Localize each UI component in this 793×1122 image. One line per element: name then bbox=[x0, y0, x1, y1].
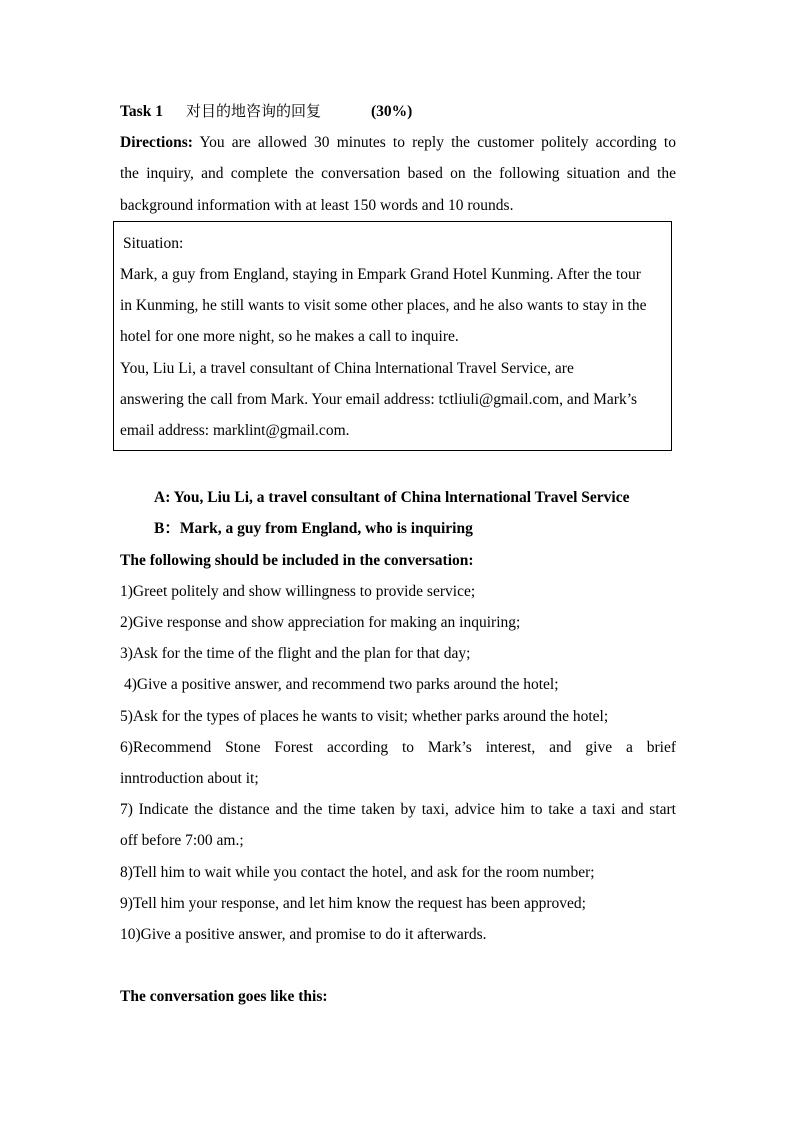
requirement-item-6-line-2: inntroduction about it; bbox=[120, 769, 259, 787]
spacer bbox=[120, 950, 676, 981]
task-weight: (30%) bbox=[371, 103, 413, 120]
requirement-item-10: 10)Give a positive answer, and promise to do it afterwards. bbox=[120, 925, 487, 943]
situation-line: hotel for one more night, so he makes a call to inquire. bbox=[120, 328, 459, 346]
directions-line-2: the inquiry, and complete the conversation based on the following situation and the bbox=[120, 165, 676, 183]
requirement-item-7-line-1: 7) Indicate the distance and the time taken by taxi, advice him to take a taxi and start bbox=[120, 801, 676, 819]
directions-line-3: background information with at least 150 words and 10 rounds. bbox=[120, 196, 514, 214]
requirements-heading: The following should be included in the conversation: bbox=[120, 551, 474, 569]
requirement-item-1: 1)Greet politely and show willingness to provide service; bbox=[120, 582, 476, 600]
task-label: Task 1 bbox=[120, 103, 163, 120]
situation-heading: Situation: bbox=[123, 234, 184, 252]
requirement-item-9: 9)Tell him your response, and let him know the request has been approved; bbox=[120, 894, 586, 912]
directions-label: Directions: bbox=[120, 134, 193, 152]
requirement-item-2: 2)Give response and show appreciation for making an inquiring; bbox=[120, 614, 521, 631]
task-title: 对目的地咨询的回复 bbox=[186, 102, 322, 120]
directions-line-1 bbox=[120, 127, 676, 158]
situation-line: in Kunming, he still wants to visit some other places, and he also wants to stay in the bbox=[120, 297, 647, 315]
directions-text-1: You are allowed 30 minutes to reply the customer politely according to bbox=[199, 134, 676, 152]
closing-line: The conversation goes like this: bbox=[120, 988, 328, 1006]
role-a: A: You, Liu Li, a travel consultant of China lnternational Travel Service bbox=[154, 489, 630, 507]
requirement-item-7-line-2: off before 7:00 am.; bbox=[120, 832, 244, 850]
situation-line: Mark, a guy from England, staying in Empark Grand Hotel Kunming. After the tour bbox=[120, 265, 641, 283]
situation-line: answering the call from Mark. Your email address: tctliuli@gmail.com, and Mark’s bbox=[120, 390, 638, 408]
role-b: B：Mark, a guy from England, who is inquiring bbox=[154, 520, 473, 538]
task-heading bbox=[120, 96, 676, 127]
situation-box bbox=[113, 221, 672, 451]
requirement-item-4: 4)Give a positive answer, and recommend two parks around the hotel; bbox=[124, 676, 559, 694]
situation-line: You, Liu Li, a travel consultant of China lnternational Travel Service, are bbox=[120, 359, 574, 377]
requirement-item-6-line-1: 6)Recommend Stone Forest according to Mark’s interest, and give a brief bbox=[120, 738, 676, 756]
situation-line: email address: marklint@gmail.com. bbox=[120, 421, 350, 439]
document-body bbox=[120, 96, 676, 1012]
requirement-item-8: 8)Tell him to wait while you contact the hotel, and ask for the room number; bbox=[120, 863, 595, 881]
spacer bbox=[120, 451, 676, 482]
requirement-item-3: 3)Ask for the time of the flight and the plan for that day; bbox=[120, 645, 471, 663]
requirement-item-5: 5)Ask for the types of places he wants to visit; whether parks around the hotel; bbox=[120, 707, 609, 725]
